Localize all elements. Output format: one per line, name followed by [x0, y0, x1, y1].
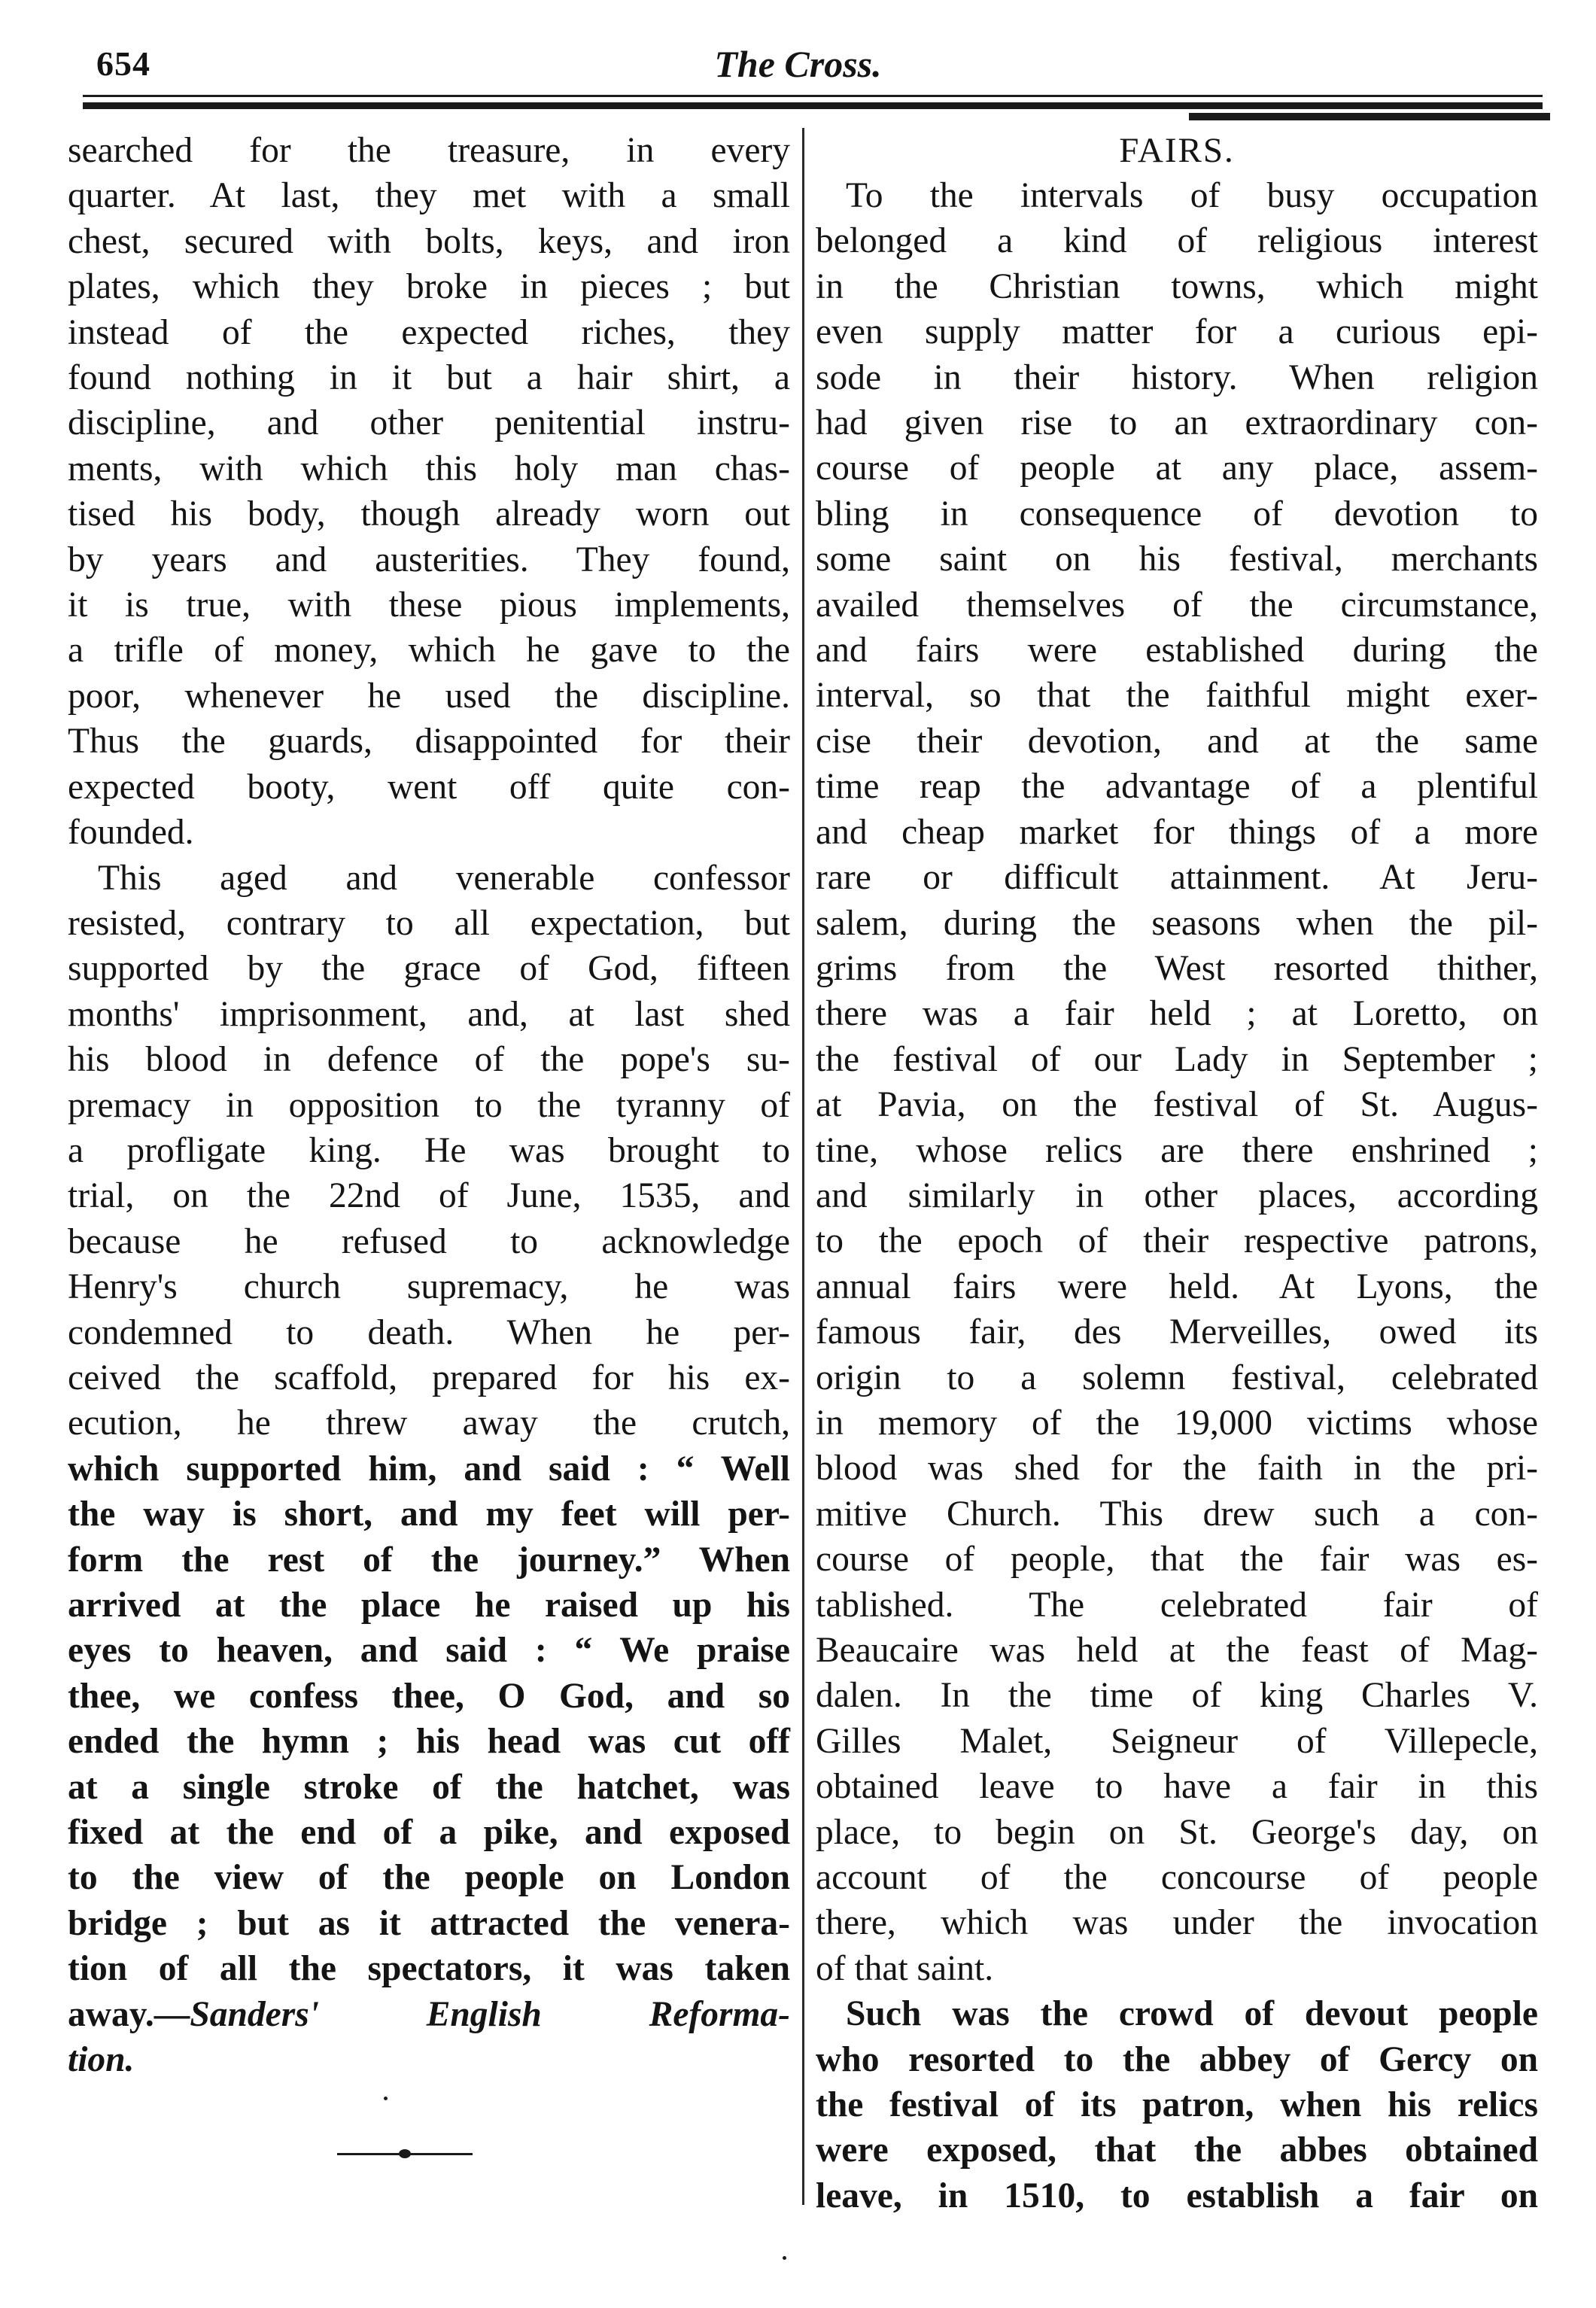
text-line: months' imprisonment, and, at last shed — [68, 994, 790, 1034]
text-line: of that saint. — [816, 1948, 994, 1988]
text-line: dalen. In the time of king Charles V. — [816, 1676, 1538, 1716]
text-line: course of people, that the fair was es- — [816, 1540, 1538, 1580]
text-line: ceived the scaffold, prepared for his ex- — [68, 1358, 790, 1397]
text-line: premacy in opposition to the tyranny of — [68, 1085, 790, 1125]
text-line: Beaucaire was held at the feast of Mag- — [816, 1631, 1538, 1670]
text-line: mitive Church. This drew such a con- — [816, 1494, 1538, 1534]
text-line: quarter. At last, they met with a small — [68, 176, 790, 216]
right-paragraph-1 — [816, 173, 1538, 1991]
text-line: tine, whose relics are there enshrined ; — [816, 1130, 1538, 1170]
text-line: searched for the treasure, in every — [68, 131, 790, 170]
page-number: 654 — [96, 44, 150, 83]
text-line: time reap the advantage of a plentiful — [816, 767, 1538, 807]
text-line: leave, in 1510, to establish a fair on — [816, 2176, 1538, 2215]
text-line: fixed at the end of a pike, and exposed — [68, 1813, 790, 1853]
text-line: a profligate king. He was brought to — [68, 1130, 790, 1170]
text-line: founded. — [68, 813, 194, 853]
text-line: resisted, contrary to all expectation, but — [68, 903, 790, 943]
text-line: found nothing in it but a hair shirt, a — [68, 358, 790, 398]
text-line: sode in their history. When religion — [816, 357, 1538, 397]
text-line: availed themselves of the circumstance, — [816, 585, 1538, 625]
ornament-dot — [399, 2149, 411, 2158]
text-line: interval, so that the faithful might exer- — [816, 676, 1538, 716]
text-line: to the epoch of their respective patrons, — [816, 1221, 1538, 1261]
text-line: at Pavia, on the festival of St. Augus- — [816, 1085, 1538, 1125]
text-line: the festival of its patron, when his relics — [816, 2085, 1538, 2125]
text-line: were exposed, that the abbes obtained — [816, 2130, 1538, 2170]
page-header — [0, 0, 1596, 105]
text-line: arrived at the place he raised up his — [68, 1586, 790, 1625]
text-line: there was a fair held ; at Loretto, on — [816, 994, 1538, 1034]
text-line: course of people at any place, assem- — [816, 449, 1538, 488]
section-title-fairs: FAIRS. — [1119, 131, 1235, 170]
left-paragraph-2 — [68, 856, 790, 1992]
text-line: blood was shed for the faith in the pri- — [816, 1449, 1538, 1488]
text-line: discipline, and other penitential instru- — [68, 403, 790, 443]
header-rule-accent — [1189, 113, 1550, 120]
text-line: To the intervals of busy occupation — [846, 176, 1538, 215]
text-line: annual fairs were held. At Lyons, the — [816, 1267, 1538, 1306]
running-title: The Cross. — [714, 43, 882, 85]
attribution-prefix: away.— — [68, 1994, 190, 2034]
text-line: account of the concourse of people — [816, 1858, 1538, 1898]
text-line: had given rise to an extraordinary con- — [816, 403, 1538, 443]
text-line: there, which was under the invocation — [816, 1903, 1538, 1943]
text-line: belonged a kind of religious interest — [816, 221, 1538, 261]
text-line: the festival of our Lady in September ; — [816, 1039, 1538, 1079]
attribution — [68, 1992, 790, 2083]
text-line: some saint on his festival, merchants — [816, 540, 1538, 579]
text-line: bridge ; but as it attracted the venera- — [68, 1903, 790, 1943]
text-line: Thus the guards, disappointed for their — [68, 722, 790, 762]
text-line: because he refused to acknowledge — [68, 1221, 790, 1261]
text-line: instead of the expected riches, they — [68, 312, 790, 352]
text-line: even supply matter for a curious epi- — [816, 312, 1538, 352]
text-line: tion of all the spectators, it was taken — [68, 1949, 790, 1989]
print-speck — [384, 2097, 388, 2100]
attribution-line-2: tion. — [68, 2040, 135, 2080]
text-line: obtained leave to have a fair in this — [816, 1767, 1538, 1807]
text-line: This aged and venerable confessor — [98, 858, 790, 898]
text-line: ecution, he threw away the crutch, — [68, 1403, 790, 1443]
text-line: his blood in defence of the pope's su- — [68, 1040, 790, 1080]
text-line: tised his body, though already worn out — [68, 494, 790, 534]
text-line: which supported him, and said : “ Well — [68, 1449, 790, 1488]
text-line: in memory of the 19,000 victims whose — [816, 1403, 1538, 1443]
text-line: place, to begin on St. George's day, on — [816, 1812, 1538, 1852]
text-line: a trifle of money, which he gave to the — [68, 631, 790, 671]
text-line: poor, whenever he used the discipline. — [68, 676, 790, 716]
text-line: who resorted to the abbey of Gercy on — [816, 2039, 1538, 2079]
column-divider — [802, 128, 804, 2205]
section-ornament — [337, 2147, 473, 2162]
attribution-source: Sanders' English Reforma- — [190, 1994, 790, 2034]
text-line: tablished. The celebrated fair of — [816, 1585, 1538, 1625]
header-rule-thick — [83, 102, 1543, 109]
right-paragraph-2 — [816, 1991, 1538, 2218]
text-line: and fairs were established during the — [816, 631, 1538, 671]
text-line: in the Christian towns, which might — [816, 266, 1538, 306]
text-line: trial, on the 22nd of June, 1535, and — [68, 1176, 790, 1216]
left-paragraph-1 — [68, 128, 790, 856]
left-column — [68, 128, 790, 2082]
text-line: ments, with which this holy man chas- — [68, 449, 790, 488]
text-line: ended the hymn ; his head was cut off — [68, 1722, 790, 1762]
right-column — [816, 128, 1538, 2218]
text-line: chest, secured with bolts, keys, and iron — [68, 221, 790, 261]
text-line: salem, during the seasons when the pil- — [816, 903, 1538, 943]
attribution-line-1 — [68, 1992, 790, 2037]
text-line: Henry's church supremacy, he was — [68, 1267, 790, 1307]
text-line: famous fair, des Merveilles, owed its — [816, 1312, 1538, 1352]
text-line: grims from the West resorted thither, — [816, 948, 1538, 988]
text-line: at a single stroke of the hatchet, was — [68, 1767, 790, 1807]
text-line: eyes to heaven, and said : “ We praise — [68, 1631, 790, 1671]
text-line: rare or difficult attainment. At Jeru- — [816, 858, 1538, 898]
text-line: Gilles Malet, Seigneur of Villepecle, — [816, 1721, 1538, 1761]
text-line: thee, we confess thee, O God, and so — [68, 1676, 790, 1716]
text-line: it is true, with these pious implements, — [68, 585, 790, 625]
text-line: and similarly in other places, according — [816, 1175, 1538, 1215]
text-line: Such was the crowd of devout people — [846, 1994, 1538, 2034]
text-line: expected booty, went off quite con- — [68, 767, 790, 807]
text-line: the way is short, and my feet will per- — [68, 1495, 790, 1534]
text-line: and cheap market for things of a more — [816, 812, 1538, 852]
text-line: condemned to death. When he per- — [68, 1312, 790, 1352]
text-line: supported by the grace of God, fifteen — [68, 949, 790, 989]
text-line: bling in consequence of devotion to — [816, 494, 1538, 534]
text-line: cise their devotion, and at the same — [816, 721, 1538, 761]
text-line: origin to a solemn festival, celebrated — [816, 1358, 1538, 1397]
header-rule-thin — [83, 95, 1543, 97]
text-line: to the view of the people on London — [68, 1858, 790, 1898]
text-line: form the rest of the journey.” When — [68, 1540, 790, 1580]
print-speck — [783, 2256, 786, 2260]
text-line: plates, which they broke in pieces ; but — [68, 267, 790, 307]
text-line: by years and austerities. They found, — [68, 540, 790, 579]
